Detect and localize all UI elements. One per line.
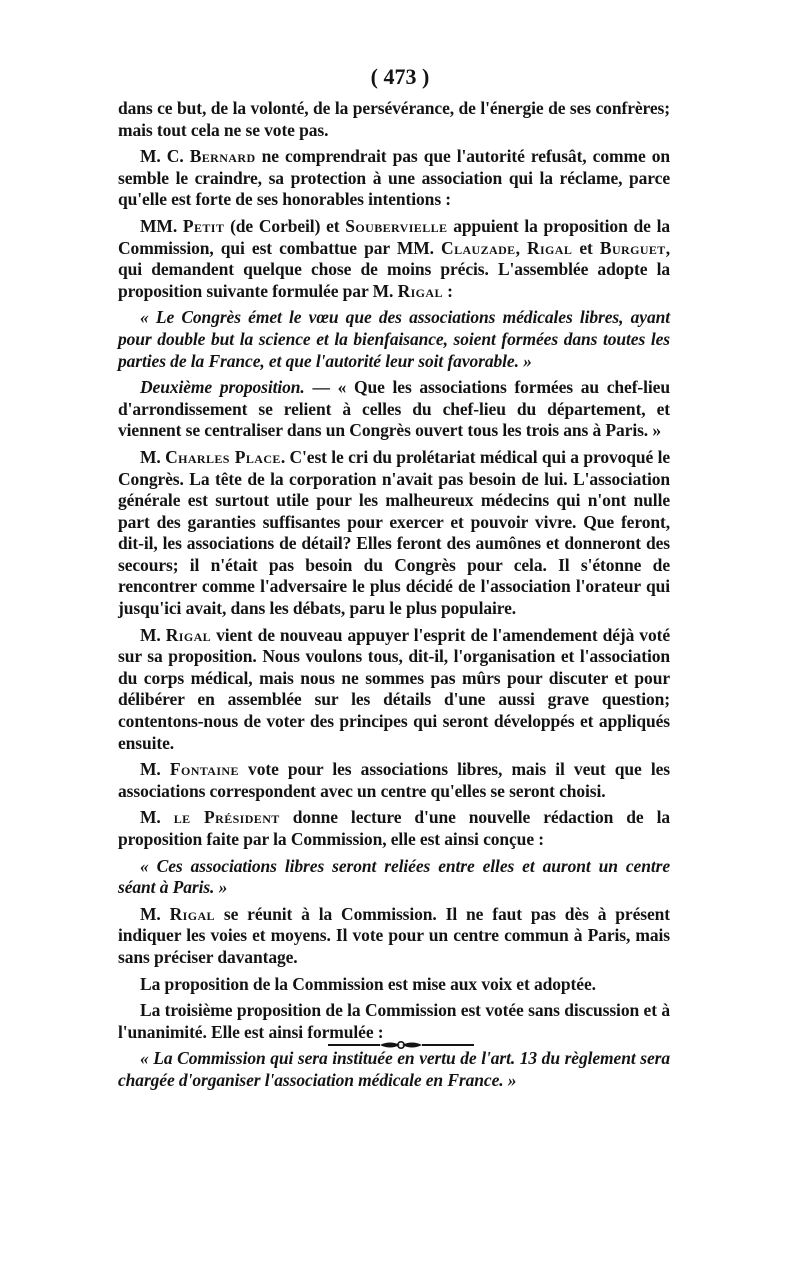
section-end-ornament	[328, 1038, 474, 1052]
body-text	[118, 98, 670, 1097]
speaker-name: Rigal	[397, 280, 443, 301]
paragraph	[118, 377, 670, 442]
paragraph	[118, 856, 670, 899]
italic-text: Deuxième proposition.	[140, 377, 305, 398]
text-run: et	[572, 237, 600, 258]
speaker-name: Soubervielle	[345, 215, 448, 236]
italic-text: « La Commission qui sera instituée en vertu de l'art. 13 du règlement sera chargée d'organiser l'association médicale en France. »	[118, 1048, 670, 1090]
text-run: M.	[140, 903, 170, 924]
speaker-name: Clauzade	[441, 237, 516, 258]
text-run: ne comprendrait pas que l'autorité refusât, comme on semble le craindre, sa protection à une association qui la réclame, parce qu'elle est forte de ses honorables intentions :	[118, 146, 670, 210]
text-run: donne lecture d'une nouvelle rédaction de la proposition faite par la Commission, elle est ainsi conçue :	[118, 807, 671, 849]
paragraph	[118, 447, 670, 620]
paragraph	[118, 904, 670, 969]
paragraph	[118, 1048, 670, 1091]
italic-text: « Ces associations libres seront reliées entre elles et auront un centre séant à Paris. »	[118, 855, 670, 898]
speaker-name: Burguet	[599, 237, 666, 258]
text-run: — « Que les associations formées au chef-lieu d'arrondissement se relient à celles du chef-lieu du département, et viennent se centraliser dans un Congrès ouvert tous les trois ans à Paris. »	[118, 377, 670, 441]
paragraph	[118, 216, 670, 302]
text-run: M.	[140, 807, 174, 828]
text-run: (de Corbeil) et	[224, 215, 346, 236]
text-run: appuient la proposition de la Commission, qui est combattue par MM.	[118, 215, 670, 258]
speaker-name: Charles Place	[165, 446, 281, 467]
paragraph	[118, 146, 670, 211]
paragraph	[118, 759, 670, 802]
speaker-name: Bernard	[189, 146, 256, 167]
text-run: :	[442, 280, 453, 301]
paragraph	[118, 807, 670, 850]
text-run: , qui demandent quelque chose de moins précis. L'assemblée adopte la proposition suivante formulée par M.	[118, 237, 670, 301]
text-run: ,	[515, 237, 527, 258]
paragraph	[118, 974, 670, 996]
text-run: MM.	[140, 215, 183, 236]
italic-text: « Le Congrès émet le vœu que des associations médicales libres, ayant pour double but la science et la bienfaisance, soient formées dans toutes les parties de la France, et que l'autorité leur soit favorable. »	[118, 307, 670, 371]
paragraph	[118, 625, 670, 755]
page-number: ( 473 )	[370, 64, 430, 89]
text-run: La proposition de la Commission est mise aux voix et adoptée.	[140, 973, 596, 994]
text-run: M.	[140, 446, 166, 467]
text-run: M.	[140, 759, 170, 780]
paragraph	[118, 98, 670, 141]
text-run: M.	[140, 624, 166, 645]
text-run: dans ce but, de la volonté, de la persévérance, de l'énergie de ses confrères; mais tout cela ne se vote pas.	[118, 98, 670, 140]
text-run: vient de nouveau appuyer l'esprit de l'amendement déjà voté sur sa proposition. Nous voulons tous, dit-il, l'organisation et l'association du corps médical, mais nous ne sommes pas mûrs pour discuter et pour délibérer en assemblée sur les détails d'une aussi grave question; contentons-nous de voter des principes qui seront développés et appliqués ensuite.	[118, 624, 670, 753]
speaker-name: Rigal	[526, 237, 573, 258]
speaker-name: le Président	[173, 807, 280, 828]
speaker-name: Petit	[182, 215, 225, 236]
speaker-name: Rigal	[169, 903, 215, 924]
text-run: M. C.	[140, 146, 190, 167]
text-run: . C'est le cri du prolétariat médical qui a provoqué le Congrès. La tête de la corporation n'avait pas besoin de lui. L'association générale est surtout utile pour les malheureux médecins qui n'ont nulle part des garanties suffisantes pour exercer et pouvoir vivre. Que feront, dit-il, les associations de détail? Elles feront des aumônes et donneront des secours; il n'était pas besoin du Congrès pour cela. Il s'étonne de rencontrer comme l'adversaire le plus décidé de l'association l'orateur qui jusqu'ici avait, dans les débats, paru le plus populaire.	[118, 446, 671, 619]
paragraph	[118, 1000, 670, 1043]
speaker-name: Fontaine	[169, 759, 239, 780]
text-run: La troisième proposition de la Commission est votée sans discussion et à l'unanimité. Elle est ainsi formulée :	[118, 1000, 670, 1042]
paragraph	[118, 307, 670, 372]
text-run: vote pour les associations libres, mais il veut que les associations correspondent avec un centre qu'elles se seront choisi.	[118, 759, 671, 801]
speaker-name: Rigal	[165, 624, 212, 645]
text-run: se réunit à la Commission. Il ne faut pas dès à présent indiquer les voies et moyens. Il vote pour un centre commun à Paris, mais sans préciser davantage.	[118, 903, 670, 967]
